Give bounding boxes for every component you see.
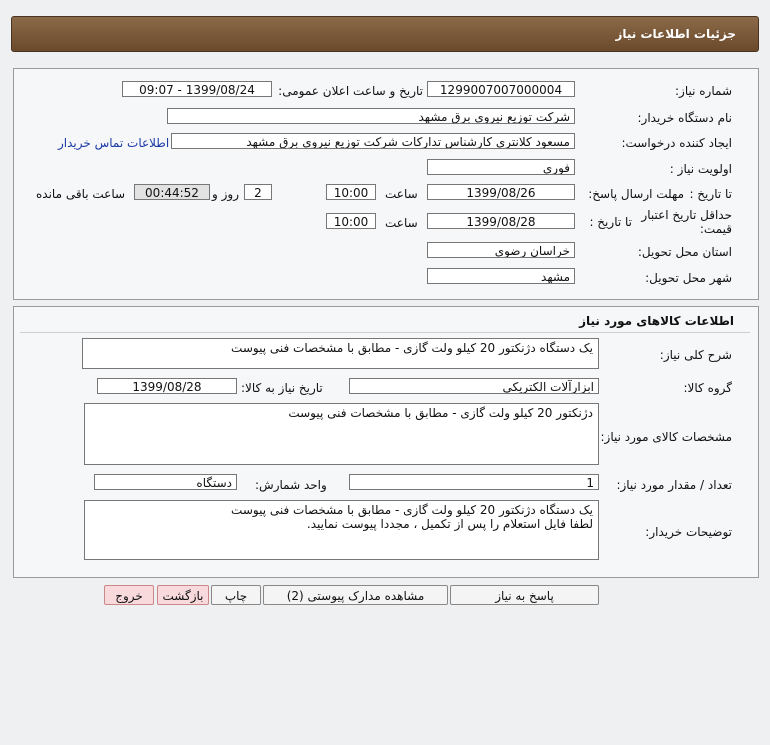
reply-to-date-label: تا تاریخ : [689, 187, 732, 201]
announce-datetime-label: تاریخ و ساعت اعلان عمومی: [278, 84, 423, 98]
city-label: شهر محل تحویل: [645, 271, 732, 285]
price-validity-label [632, 208, 732, 236]
province-field: خراسان رضوی [427, 242, 575, 258]
price-validity-text: حداقل تاریخ اعتبار قیمت: [641, 208, 732, 236]
buyer-notes-label: توضیحات خریدار: [645, 525, 732, 539]
priority-field: فوری [427, 159, 575, 175]
need-date-field: 1399/08/28 [97, 378, 237, 394]
quantity-label: تعداد / مقدار مورد نیاز: [616, 478, 732, 492]
buyer-org-field: شرکت توزیع نیروی برق مشهد [167, 108, 575, 124]
announce-datetime-field: 1399/08/24 - 09:07 [122, 81, 272, 97]
goods-specs-label: مشخصات کالای مورد نیاز: [600, 430, 732, 444]
request-creator-label: ایجاد کننده درخواست: [621, 136, 732, 150]
need-number-label: شماره نیاز: [675, 84, 732, 98]
exit-button[interactable]: خروج [104, 585, 154, 605]
buyer-notes-line-2: لطفا فایل استعلام را پس از تکمیل ، مجددا پیوست نمایید. [306, 517, 593, 531]
city-field: مشهد [427, 268, 575, 284]
price-time-field: 10:00 [326, 213, 376, 229]
page-title: جزئیات اطلاعات نیاز [615, 27, 736, 41]
need-number-field: 1299007007000004 [427, 81, 575, 97]
remaining-time-label: ساعت باقی مانده [36, 187, 126, 201]
province-label: استان محل تحویل: [637, 245, 732, 259]
buyer-notes-field [84, 500, 599, 560]
reply-time-label: ساعت [385, 187, 418, 201]
remaining-days-field: 2 [244, 184, 272, 200]
goods-section-divider [20, 332, 750, 333]
reply-deadline-label: مهلت ارسال پاسخ: [588, 187, 684, 201]
price-date-field: 1399/08/28 [427, 213, 575, 229]
reply-time-field: 10:00 [326, 184, 376, 200]
buyer-org-label: نام دستگاه خریدار: [637, 111, 732, 125]
goods-group-field: ابزارآلات الکتریکی [349, 378, 599, 394]
priority-label: اولویت نیاز : [669, 162, 732, 176]
remaining-days-label: روز و [212, 187, 239, 201]
price-time-label: ساعت [385, 216, 418, 230]
goods-section-title: اطلاعات کالاهای مورد نیاز [579, 314, 734, 328]
goods-specs-field: دژنکتور 20 کیلو ولت گازی - مطابق با مشخصات فنی پیوست [84, 403, 599, 465]
need-info-panel [13, 68, 759, 300]
back-button[interactable]: بازگشت [157, 585, 209, 605]
view-attachments-button[interactable]: مشاهده مدارک پیوستی (2) [263, 585, 448, 605]
buyer-contact-link[interactable]: اطلاعات تماس خریدار [58, 136, 170, 150]
buyer-notes-line-1: یک دستگاه دژنکتور 20 کیلو ولت گازی - مطابق با مشخصات فنی پیوست [231, 503, 593, 517]
unit-field: دستگاه [94, 474, 237, 490]
print-button[interactable]: چاپ [211, 585, 261, 605]
remaining-time-field: 00:44:52 [134, 184, 210, 200]
general-desc-field: یک دستگاه دژنکتور 20 کیلو ولت گازی - مطابق با مشخصات فنی پیوست [82, 338, 599, 369]
goods-group-label: گروه کالا: [683, 381, 732, 395]
page-header [11, 16, 759, 52]
reply-date-field: 1399/08/26 [427, 184, 575, 200]
general-desc-label: شرح کلی نیاز: [659, 348, 732, 362]
quantity-field: 1 [349, 474, 599, 490]
need-date-label: تاریخ نیاز به کالا: [241, 381, 323, 395]
reply-button[interactable]: پاسخ به نیاز [450, 585, 599, 605]
price-to-date-label: تا تاریخ : [589, 215, 632, 229]
request-creator-field: مسعود کلانتری کارشناس تدارکات شرکت توزیع نیروی برق مشهد [171, 133, 575, 149]
unit-label: واحد شمارش: [255, 478, 327, 492]
